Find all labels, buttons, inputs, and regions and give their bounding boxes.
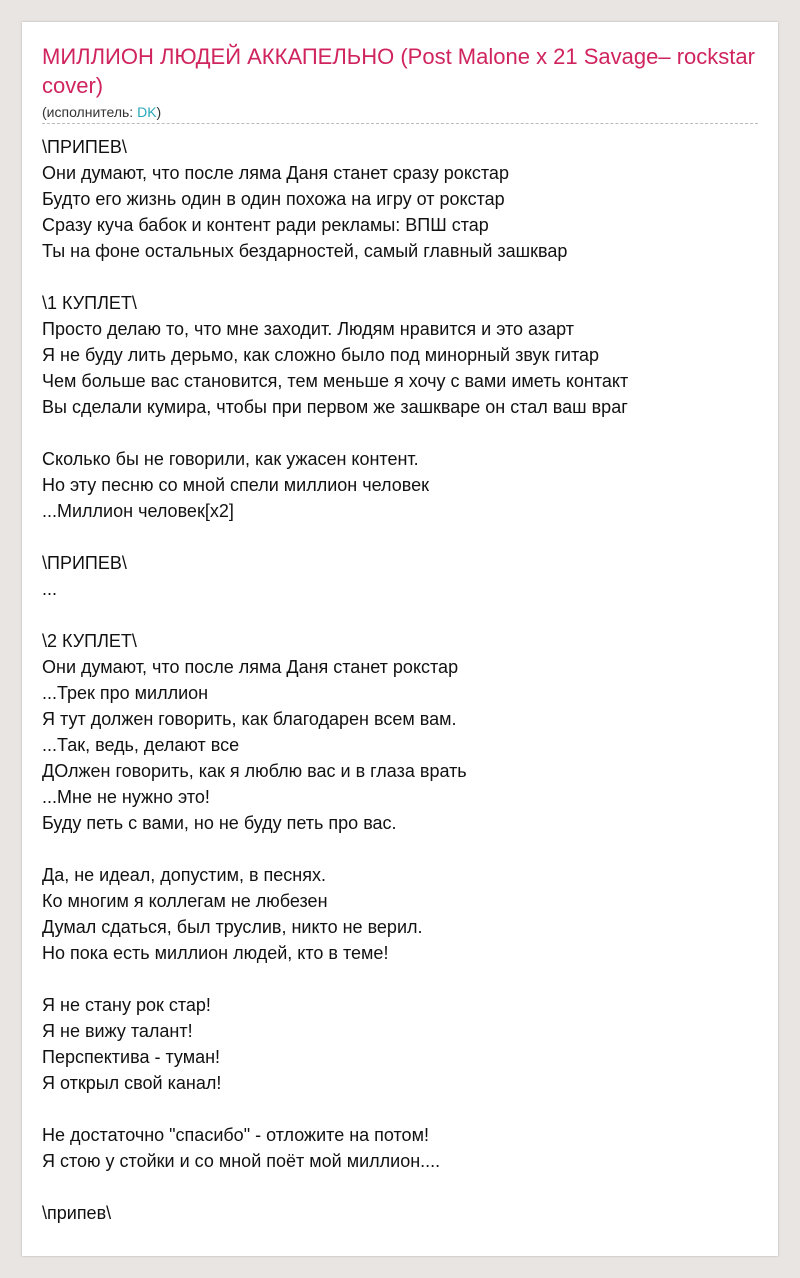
artist-suffix: )	[156, 104, 162, 120]
lyric-line: ...Так, ведь, делают все	[42, 735, 240, 755]
lyric-line: Просто делаю то, что мне заходит. Людям нравится и это азарт	[42, 319, 574, 339]
lyric-line: Будто его жизнь один в один похожа на игру от рокстар	[42, 189, 505, 209]
lyric-line: Я открыл свой канал!	[42, 1073, 222, 1093]
song-title: МИЛЛИОН ЛЮДЕЙ АККАПЕЛЬНО (Post Malone x 21 Savage– rockstar cover)	[42, 44, 755, 98]
lyric-line: Сразу куча бабок и контент ради рекламы: ВПШ стар	[42, 215, 489, 235]
lyric-line: \ПРИПЕВ\	[42, 553, 127, 573]
lyric-line: Но эту песню со мной спели миллион человек	[42, 475, 429, 495]
lyric-line: Я тут должен говорить, как благодарен всем вам.	[42, 709, 457, 729]
lyric-line: Они думают, что после ляма Даня станет сразу рокстар	[42, 163, 509, 183]
lyric-line: ...	[42, 579, 58, 599]
lyrics-card	[22, 22, 778, 1256]
artist-link[interactable]: DK	[137, 104, 157, 120]
lyric-line: Они думают, что после ляма Даня станет рокстар	[42, 657, 459, 677]
lyric-blank-line	[42, 1174, 758, 1200]
lyric-blank-line	[42, 966, 758, 992]
lyric-blank-line	[42, 836, 758, 862]
lyric-line: Да, не идеал, допустим, в песнях.	[42, 865, 326, 885]
lyric-line: Я не стану рок стар!	[42, 995, 211, 1015]
lyric-line: \припев\	[42, 1203, 112, 1223]
lyric-line: ...Трек про миллион	[42, 683, 209, 703]
lyric-line: Перспектива - туман!	[42, 1047, 221, 1067]
lyric-line: Буду петь с вами, но не буду петь про вас.	[42, 813, 397, 833]
lyric-line: ДОлжен говорить, как я люблю вас и в глаза врать	[42, 761, 467, 781]
lyric-line: Ты на фоне остальных бездарностей, самый главный зашквар	[42, 241, 568, 261]
lyric-blank-line	[42, 1096, 758, 1122]
lyric-line: \ПРИПЕВ\	[42, 137, 127, 157]
lyric-line: Но пока есть миллион людей, кто в теме!	[42, 943, 389, 963]
lyric-line: Думал сдаться, был труслив, никто не верил.	[42, 917, 423, 937]
lyric-line: \2 КУПЛЕТ\	[42, 631, 137, 651]
lyric-line: Чем больше вас становится, тем меньше я хочу с вами иметь контакт	[42, 371, 629, 391]
lyric-line: ...Мне не нужно это!	[42, 787, 210, 807]
lyric-blank-line	[42, 420, 758, 446]
artist-prefix: (исполнитель:	[42, 104, 138, 120]
lyric-line: Сколько бы не говорили, как ужасен контент.	[42, 449, 419, 469]
lyric-blank-line	[42, 524, 758, 550]
lyric-blank-line	[42, 264, 758, 290]
title-divider	[42, 123, 758, 124]
lyric-line: Я не буду лить дерьмо, как сложно было под минорный звук гитар	[42, 345, 600, 365]
lyric-line: ...Миллион человек[x2]	[42, 501, 234, 521]
lyric-line: \1 КУПЛЕТ\	[42, 293, 137, 313]
lyric-line: Вы сделали кумира, чтобы при первом же зашкваре он стал ваш враг	[42, 397, 628, 417]
lyrics-body	[42, 134, 758, 1226]
lyric-blank-line	[42, 602, 758, 628]
lyric-line: Ко многим я коллегам не любезен	[42, 891, 328, 911]
artist-line	[42, 103, 161, 121]
lyric-line: Не достаточно "спасибо" - отложите на потом!	[42, 1125, 429, 1145]
lyric-line: Я не вижу талант!	[42, 1021, 193, 1041]
lyric-line: Я стою у стойки и со мной поёт мой миллион....	[42, 1151, 441, 1171]
